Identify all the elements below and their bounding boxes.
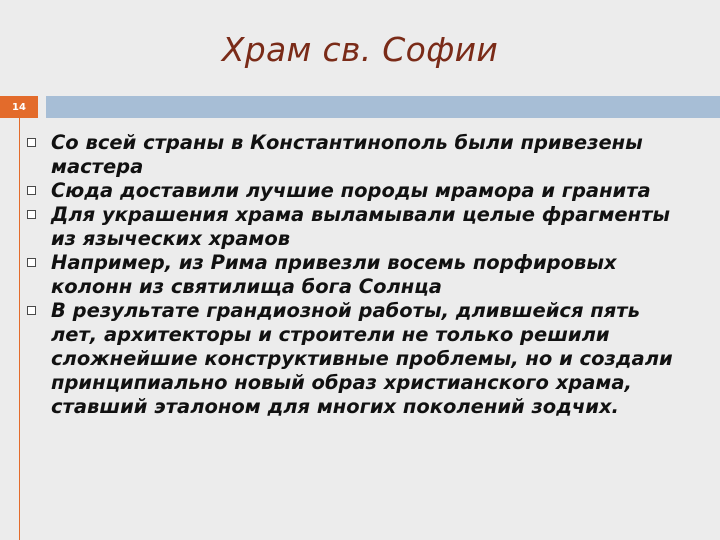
bullet-text <box>51 251 697 299</box>
square-bullet-icon <box>27 210 36 219</box>
slide-number: 14 <box>0 96 38 118</box>
bullet-text <box>51 203 697 251</box>
square-bullet-icon <box>27 306 36 315</box>
bullet-line: В результате грандиозной работы, длившейся пять <box>51 299 640 322</box>
square-bullet-icon <box>27 258 36 267</box>
bullet-item <box>27 131 697 179</box>
bullet-line: лет, архитекторы и строители не только решили <box>51 323 610 346</box>
bullet-line: Со всей страны в Константинополь были привезены <box>51 131 643 154</box>
bullet-item <box>27 179 697 203</box>
accent-vertical-line <box>19 118 20 540</box>
bullet-line: Сюда доставили лучшие породы мрамора и гранита <box>51 179 651 202</box>
bullet-item <box>27 203 697 251</box>
bullet-text <box>51 131 697 179</box>
bullet-text <box>51 299 697 419</box>
header-bar <box>46 96 720 118</box>
bullet-line: принципиально новый образ христианского храма, <box>51 371 632 394</box>
bullet-text <box>51 179 697 203</box>
bullet-line: Для украшения храма выламывали целые фрагменты <box>51 203 671 226</box>
slide-title: Храм св. Софии <box>221 30 499 69</box>
bullet-line: из языческих храмов <box>51 227 291 250</box>
bullet-list <box>27 131 697 419</box>
bullet-line: Например, из Рима привезли восемь порфировых <box>51 251 617 274</box>
bullet-item <box>27 299 697 419</box>
bullet-line: сложнейшие конструктивные проблемы, но и создали <box>51 347 673 370</box>
bullet-item <box>27 251 697 299</box>
bullet-line: ставший эталоном для многих поколений зодчих. <box>51 395 619 418</box>
square-bullet-icon <box>27 138 36 147</box>
bullet-line: мастера <box>51 155 144 178</box>
bullet-line: колонн из святилища бога Солнца <box>51 275 442 298</box>
square-bullet-icon <box>27 186 36 195</box>
